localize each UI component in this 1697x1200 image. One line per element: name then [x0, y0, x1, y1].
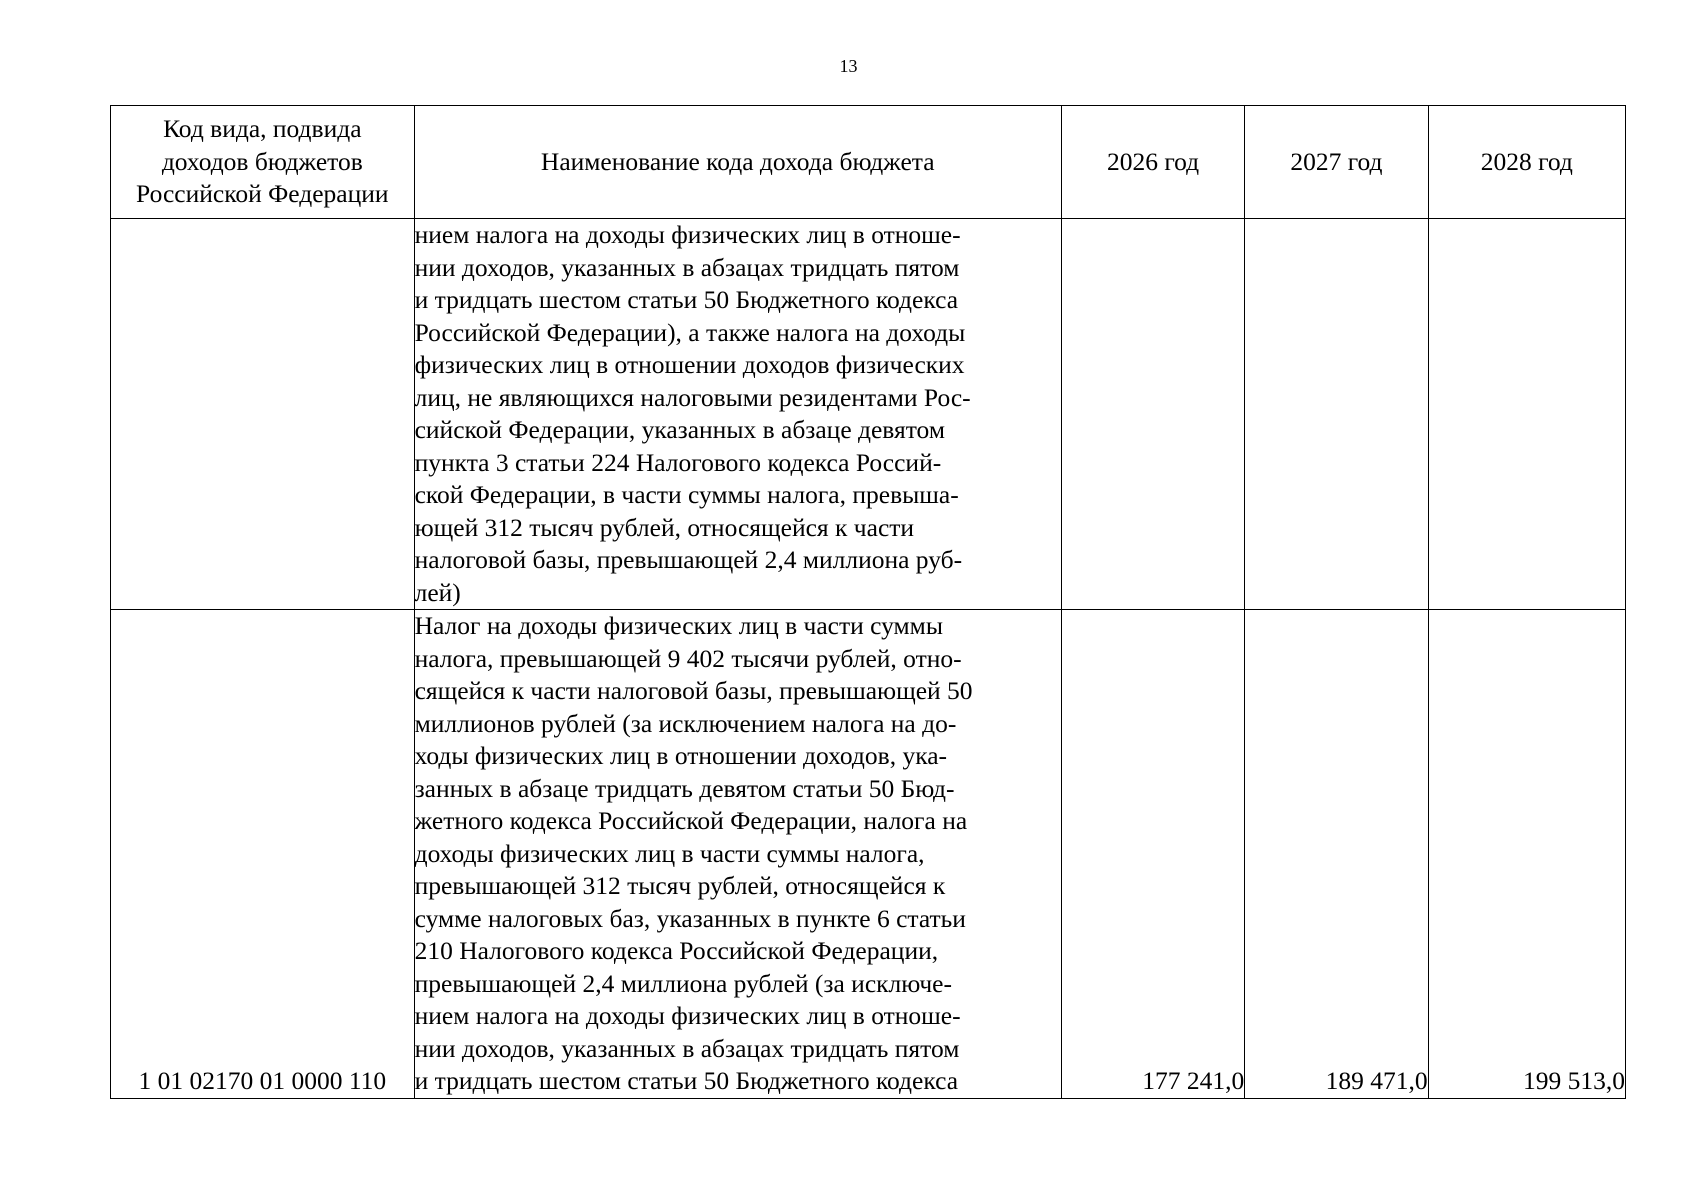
- row-name-line: доходы физических лиц в части суммы налога,: [414, 838, 925, 868]
- header-year-2027: 2027 год: [1245, 106, 1428, 219]
- row-name-line: и тридцать шестом статьи 50 Бюджетного кодекса: [414, 1066, 959, 1095]
- row-name-line: превышающей 2,4 миллиона рублей (за исключе-: [414, 968, 952, 998]
- row-name: [414, 610, 1061, 1099]
- header-code-line: Российской Федерации: [136, 179, 389, 209]
- header-code-line: Код вида, подвида: [163, 114, 362, 144]
- row-name-line: ходы физических лиц в отношении доходов, ука-: [414, 741, 948, 770]
- row-name-line: нием налога на доходы физических лиц в отноше-: [414, 220, 961, 249]
- row-value-2026: 177 241,0: [1061, 610, 1244, 1099]
- row-name-line: Российской Федерации), а также налога на доходы: [414, 317, 966, 347]
- header-year-2028: 2028 год: [1428, 106, 1625, 219]
- row-name-line: и тридцать шестом статьи 50 Бюджетного кодекса: [414, 285, 959, 314]
- row-name-line: миллионов рублей (за исключением налога на до-: [414, 708, 957, 738]
- row-value-2027: [1245, 219, 1428, 610]
- row-name-line: сумме налоговых баз, указанных в пункте 6 статьи: [414, 903, 966, 933]
- row-code: [111, 219, 415, 610]
- budget-revenue-table: [110, 105, 1626, 1099]
- row-name-line: пункта 3 статьи 224 Налогового кодекса Россий-: [414, 447, 942, 477]
- row-name-line: физических лиц в отношении доходов физических: [414, 350, 965, 379]
- row-name-line: сящейся к части налоговой базы, превышающей 50: [414, 676, 973, 705]
- row-name-line: жетного кодекса Российской Федерации, налога на: [414, 806, 968, 835]
- row-value-2027: 189 471,0: [1245, 610, 1428, 1099]
- header-year-2026: 2026 год: [1061, 106, 1244, 219]
- row-name-line: нии доходов, указанных в абзацах тридцать пятом: [414, 252, 960, 282]
- row-name-line: превышающей 312 тысяч рублей, относящейся к: [414, 871, 946, 900]
- table-row: [111, 219, 1626, 610]
- row-name: [414, 219, 1061, 610]
- row-name-line: ющей 312 тысяч рублей, относящейся к части: [414, 512, 915, 542]
- header-name: Наименование кода дохода бюджета: [414, 106, 1061, 219]
- page-number: 13: [839, 56, 858, 76]
- row-name-line: налоговой базы, превышающей 2,4 миллиона руб-: [414, 545, 963, 574]
- table-row: [111, 610, 1626, 1099]
- row-value-2028: [1428, 219, 1625, 610]
- row-code: 1 01 02170 01 0000 110: [111, 610, 415, 1099]
- row-value-2026: [1061, 219, 1244, 610]
- table-header-row: [111, 106, 1626, 219]
- row-name-line: ской Федерации, в части суммы налога, превыша-: [414, 480, 959, 509]
- row-name-line: занных в абзаце тридцать девятом статьи 50 Бюд-: [414, 773, 955, 803]
- row-name-line: Налог на доходы физических лиц в части суммы: [414, 611, 943, 640]
- row-name-line: нии доходов, указанных в абзацах тридцать пятом: [414, 1033, 960, 1063]
- header-code-line: доходов бюджетов: [161, 146, 363, 176]
- row-name-line: 210 Налогового кодекса Российской Федерации,: [414, 936, 939, 965]
- row-name-line: лей): [414, 577, 461, 607]
- row-value-2028: 199 513,0: [1428, 610, 1625, 1099]
- row-name-line: налога, превышающей 9 402 тысячи рублей, отно-: [414, 643, 962, 673]
- header-code: [111, 106, 415, 219]
- row-name-line: лиц, не являющихся налоговыми резидентами Рос-: [414, 382, 971, 412]
- row-name-line: нием налога на доходы физических лиц в отноше-: [414, 1001, 961, 1030]
- row-name-line: сийской Федерации, указанных в абзаце девятом: [414, 415, 945, 444]
